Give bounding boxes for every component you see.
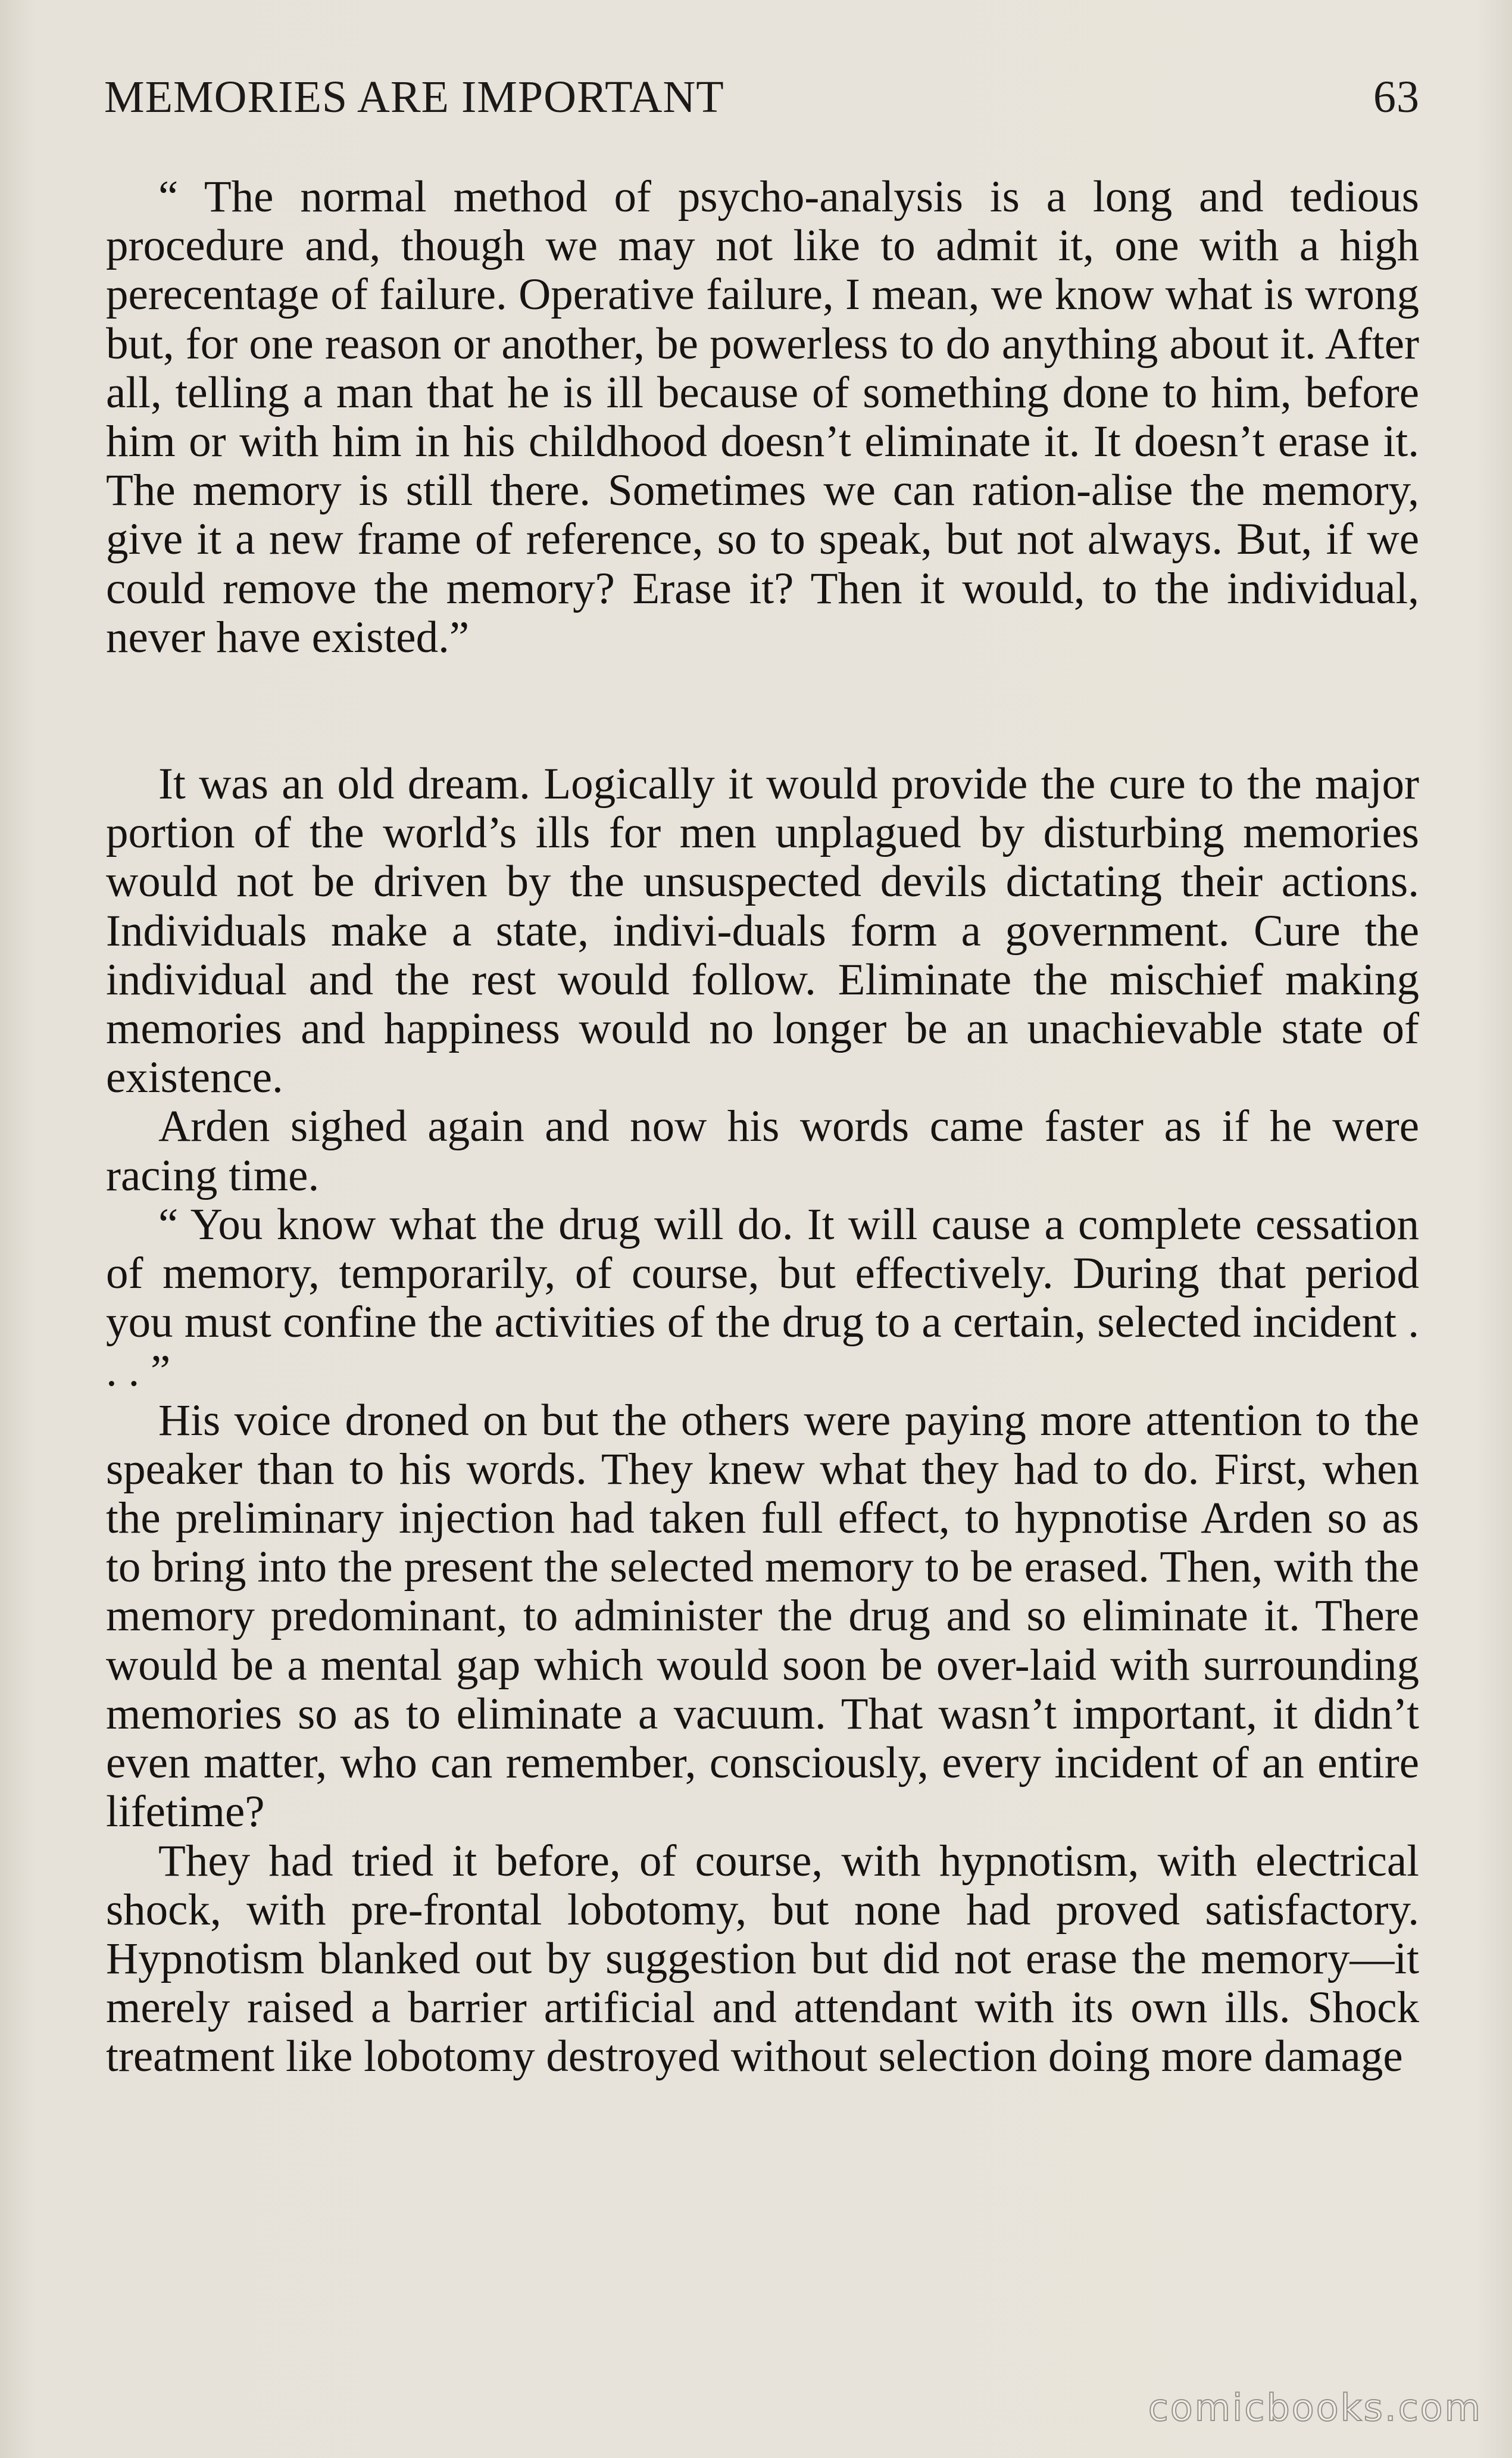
paragraph-arden-sighed: Arden sighed again and now his words came faster as if he were racing time. [106, 1102, 1419, 1200]
paragraph-voice-droned: His voice droned on but the others were paying more attention to the speaker than to his words. They knew what they had to do. First, when the preliminary injection had taken full effect, to hypnotise Arden so as to bring into the present the selected memory to be erased. Then, with the memory predominant, to administer the drug and so eliminate it. There would be a mental gap which would soon be over-laid with surrounding memories so as to eliminate a vacuum. That wasn’t important, it didn’t even matter, who can remember, consciously, every incident of an entire lifetime? [106, 1395, 1419, 1837]
watermark-logo: comicbooks.com [1148, 2386, 1482, 2429]
body-text [106, 173, 1419, 2082]
chapter-title: MEMORIES ARE IMPORTANT [104, 72, 724, 122]
page-number: 63 [1373, 72, 1420, 122]
paragraph-old-dream: It was an old dream. Logically it would provide the cure to the major portion of the world’s ills for men unplagued by disturbing memories would not be driven by the unsuspected devils dictating their actions. Individuals make a state, indivi-duals form a government. Cure the individual and the rest would follow. Eliminate the mischief making memories and happiness would no longer be an unachievable state of existence. [106, 759, 1419, 1103]
paragraph-tried-before: They had tried it before, of course, with hypnotism, with electrical shock, with pre-frontal lobotomy, but none had proved satisfactory. Hypnotism blanked out by suggestion but did not erase the memory—it merely raised a barrier artificial and attendant with its own ills. Shock treatment like lobotomy destroyed without selection doing more damage [106, 1836, 1419, 2082]
paragraph-quote: “ The normal method of psycho-analysis is a long and tedious procedure and, though we may not like to admit it, one with a high perecentage of failure. Operative failure, I mean, we know what is wrong but, for one reason or another, be powerless to do anything about it. After all, telling a man that he is ill because of something done to him, before him or with him in his childhood doesn’t eliminate it. It doesn’t erase it. The memory is still there. Sometimes we can ration-alise the memory, give it a new frame of reference, so to speak, but not always. But, if we could remove the memory? Erase it? Then it would, to the individual, never have existed.” [106, 172, 1419, 662]
running-header [104, 71, 1420, 137]
paragraph-drug-quote: “ You know what the drug will do. It will cause a complete cessation of memory, temporarily, of course, but effectively. During that period you must confine the activities of the drug to a certain, selected incident . . . ” [106, 1199, 1419, 1396]
